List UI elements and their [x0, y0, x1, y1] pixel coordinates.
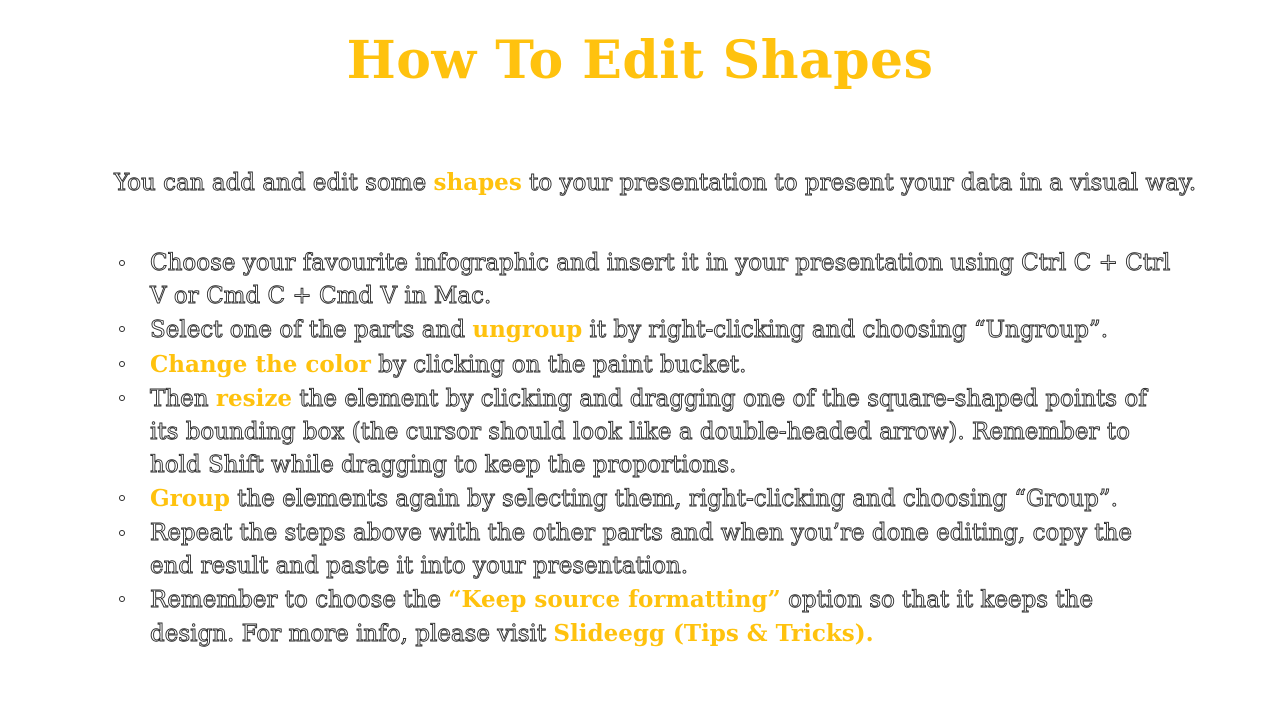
- list-item-text: the elements again by selecting them, right-clicking and choosing “Group”.: [229, 486, 1118, 513]
- intro-highlight: shapes: [433, 169, 522, 196]
- list-item: [150, 313, 1180, 347]
- list-item-text: Choose your favourite infographic and insert it in your presentation using Ctrl C + Ctrl V or Cmd C + Cmd V in Mac.: [150, 250, 1171, 310]
- list-item-text: Repeat the steps above with the other parts and when you’re done editing, copy the end result and paste it into your presentation.: [150, 519, 1133, 579]
- list-item-text: Select one of the parts and: [150, 317, 473, 344]
- list-item-end: .: [865, 620, 874, 648]
- list-item: [150, 482, 1180, 516]
- list-item-text: by clicking on the paint bucket.: [370, 351, 747, 378]
- list-item: [150, 382, 1180, 483]
- intro-text-before: You can add and edit some: [114, 170, 434, 196]
- list-item-text: Remember to choose the: [150, 587, 449, 614]
- list-item: [150, 348, 1180, 382]
- slideegg-tips-link[interactable]: Slideegg (Tips & Tricks): [553, 620, 866, 648]
- bullet-icon: [119, 361, 125, 367]
- intro-paragraph: [114, 166, 1214, 200]
- list-item-highlight: resize: [215, 384, 293, 412]
- list-item: [150, 247, 1180, 313]
- bullet-icon: [119, 260, 125, 266]
- list-item-highlight: Group: [150, 485, 230, 513]
- list-item-text: the element by clicking and dragging one of the square-shaped points of its bounding box (the cursor should look like a double-headed arrow). Remember to hold Shift while dragging to keep the proportions.: [150, 385, 1147, 479]
- list-item-highlight: “Keep source formatting”: [448, 586, 781, 614]
- bullet-icon: [119, 596, 125, 602]
- bullet-icon: [119, 495, 125, 501]
- list-item-highlight: ungroup: [472, 316, 583, 344]
- list-item-text: Then: [150, 385, 216, 412]
- slide-title: How To Edit Shapes: [346, 30, 934, 91]
- list-item: [150, 517, 1180, 583]
- bullet-icon: [119, 530, 125, 536]
- list-item: [150, 583, 1180, 651]
- bullet-icon: [119, 326, 125, 332]
- list-item-text: option so that it keeps the design. For more info, please visit: [150, 587, 1094, 648]
- instruction-list: [150, 247, 1180, 651]
- bullet-icon: [119, 395, 125, 401]
- intro-text-after: to your presentation to present your data in a visual way.: [521, 170, 1197, 196]
- list-item-highlight: Change the color: [150, 350, 371, 378]
- list-item-text: it by right-clicking and choosing “Ungroup”.: [582, 317, 1109, 344]
